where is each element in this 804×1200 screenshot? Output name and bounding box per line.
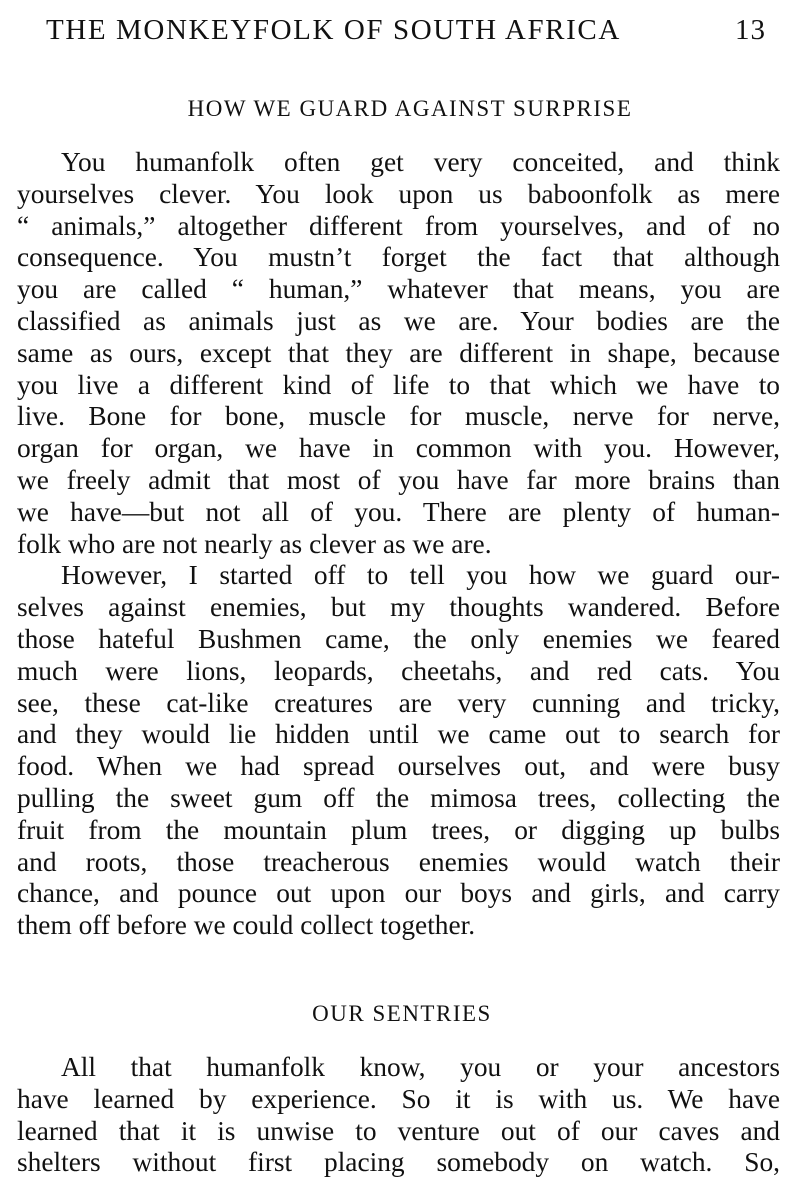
text-line: fruit from the mountain plum trees, or digging up bulbs bbox=[17, 814, 780, 845]
text-line: learned that it is unwise to venture out of our caves and bbox=[17, 1115, 780, 1146]
text-line: you live a different kind of life to that which we have to bbox=[17, 369, 780, 400]
section-body bbox=[17, 147, 780, 942]
text-line: pulling the sweet gum off the mimosa trees, collecting the bbox=[17, 782, 780, 813]
text-line: we freely admit that most of you have far more brains than bbox=[17, 464, 780, 495]
text-line: You humanfolk often get very conceited, and think bbox=[61, 147, 780, 177]
text-line: classified as animals just as we are. Your bodies are the bbox=[17, 305, 780, 336]
running-head-title: THE MONKEYFOLK OF SOUTH AFRICA bbox=[46, 14, 621, 46]
text-line: folk who are not nearly as clever as we are. bbox=[17, 528, 492, 559]
text-line: consequence. You mustn’t forget the fact that although bbox=[17, 242, 780, 273]
text-line: shelters without first placing somebody on watch. So, bbox=[17, 1147, 780, 1178]
text-line: “ animals,” altogether different from yourselves, and of no bbox=[17, 210, 780, 241]
section-heading: HOW WE GUARD AGAINST SURPRISE bbox=[187, 96, 633, 121]
text-line: food. When we had spread ourselves out, and were busy bbox=[17, 751, 780, 782]
text-line: All that humanfolk know, you or your ancestors bbox=[61, 1052, 780, 1082]
text-line: see, these cat-like creatures are very cunning and tricky, bbox=[17, 687, 780, 718]
text-line: and roots, those treacherous enemies would watch their bbox=[17, 846, 780, 877]
text-line: have learned by experience. So it is with us. We have bbox=[17, 1083, 780, 1114]
text-line: However, I started off to tell you how we guard our- bbox=[61, 560, 780, 591]
text-line: chance, and pounce out upon our boys and girls, and carry bbox=[17, 878, 780, 909]
text-line: selves against enemies, but my thoughts wandered. Before bbox=[17, 592, 780, 623]
running-head bbox=[46, 14, 766, 54]
text-line: we have—but not all of you. There are plenty of human- bbox=[17, 496, 780, 527]
page-number: 13 bbox=[735, 14, 766, 46]
text-line: organ for organ, we have in common with you. However, bbox=[17, 433, 780, 464]
text-line: you are called “ human,” whatever that means, you are bbox=[17, 274, 780, 305]
text-line: them off before we could collect together. bbox=[17, 910, 476, 941]
text-line: those hateful Bushmen came, the only enemies we feared bbox=[17, 623, 780, 654]
text-line: and they would lie hidden until we came out to search for bbox=[17, 719, 780, 750]
section-body bbox=[17, 1052, 780, 1179]
text-line: same as ours, except that they are different in shape, because bbox=[17, 337, 780, 368]
section-heading: OUR SENTRIES bbox=[312, 1001, 492, 1026]
text-line: live. Bone for bone, muscle for muscle, nerve for nerve, bbox=[17, 401, 780, 432]
text-line: yourselves clever. You look upon us baboonfolk as mere bbox=[17, 178, 780, 209]
text-line: much were lions, leopards, cheetahs, and red cats. You bbox=[17, 655, 780, 686]
